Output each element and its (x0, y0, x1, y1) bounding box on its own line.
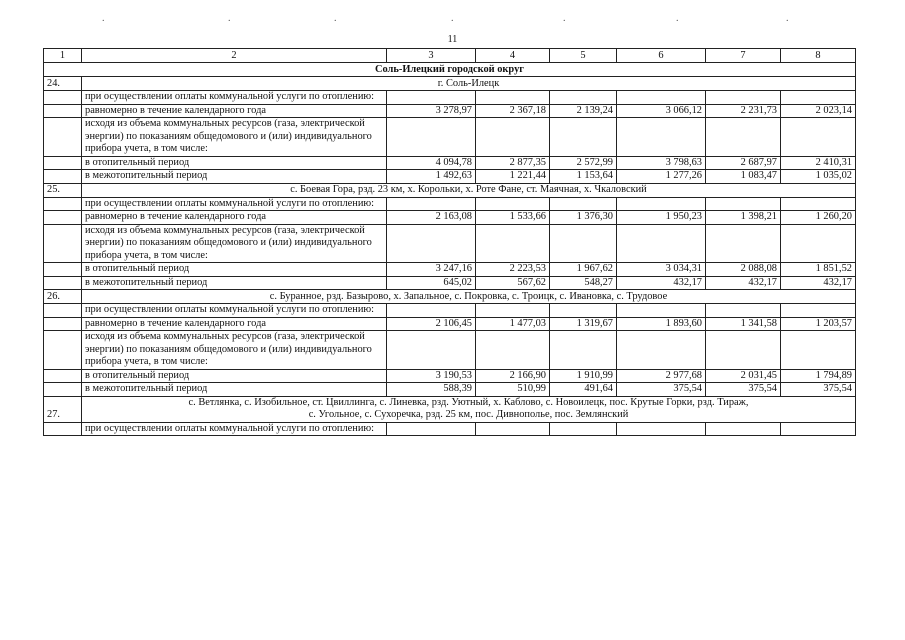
scan-dot: . (676, 13, 679, 24)
tariff-value: 3 278,97 (387, 104, 476, 118)
location-line: с. Ветлянка, с. Изобильное, ст. Цвиллинга, с. Линевка, рзд. Уютный, х. Каблово, с. Новоилецк, пос. Крутые Горки, рзд. Тираж, (188, 396, 749, 408)
tariff-value (781, 118, 856, 157)
tariff-value (781, 91, 856, 105)
tariff-value: 375,54 (706, 383, 781, 397)
tariff-value (476, 331, 550, 370)
empty-number-cell (44, 276, 82, 290)
header-cell: 3 (387, 49, 476, 63)
tariff-value (781, 331, 856, 370)
tariff-value (476, 91, 550, 105)
location-name (82, 396, 856, 422)
tariff-value (617, 197, 706, 211)
tariff-value (550, 118, 617, 157)
location-name (82, 77, 856, 91)
row-description: в межотопительный период (82, 383, 387, 397)
tariff-value (706, 91, 781, 105)
row-description: при осуществлении оплаты коммунальной услуги по отоплению: (82, 304, 387, 318)
tariff-value: 3 190,53 (387, 369, 476, 383)
tariff-value: 3 798,63 (617, 156, 706, 170)
tariff-value (706, 422, 781, 436)
tariff-value (706, 304, 781, 318)
tariff-value (476, 304, 550, 318)
table-row (44, 331, 856, 370)
tariff-value: 1 477,03 (476, 317, 550, 331)
tariff-value: 645,02 (387, 276, 476, 290)
tariff-value: 1 035,02 (781, 170, 856, 184)
tariff-value: 491,64 (550, 383, 617, 397)
tariff-value: 1 967,62 (550, 263, 617, 277)
tariff-value (617, 304, 706, 318)
table-row (44, 276, 856, 290)
location-line: с. Угольное, с. Сухоречка, рзд. 25 км, пос. Дивнополье, пос. Землянский (308, 409, 629, 420)
empty-number-cell (44, 170, 82, 184)
tariff-value: 3 034,31 (617, 263, 706, 277)
tariff-value: 2 163,08 (387, 211, 476, 225)
location-line: г. Соль-Илецк (437, 77, 500, 89)
row-description: при осуществлении оплаты коммунальной услуги по отоплению: (82, 91, 387, 105)
tariff-value: 1 950,23 (617, 211, 706, 225)
empty-number-cell (44, 156, 82, 170)
tariff-value: 3 247,16 (387, 263, 476, 277)
tariff-value (387, 91, 476, 105)
table-row (44, 197, 856, 211)
empty-number-cell (44, 263, 82, 277)
row-description: исходя из объема коммунальных ресурсов (газа, электрической энергии) по показаниям общедомового и (или) индивидуального прибора учета, в том числе: (82, 118, 387, 157)
tariff-value (617, 422, 706, 436)
location-line: с. Буранное, рзд. Базырово, х. Запальное, с. Покровка, с. Троицк, с. Ивановка, с. Трудовое (269, 290, 668, 302)
row-description: исходя из объема коммунальных ресурсов (газа, электрической энергии) по показаниям общедомового и (или) индивидуального прибора учета, в том числе: (82, 224, 387, 263)
scan-dot: . (334, 13, 337, 24)
tariff-value (617, 118, 706, 157)
tariff-value (550, 331, 617, 370)
tariff-value: 2 231,73 (706, 104, 781, 118)
tariff-value: 2 977,68 (617, 369, 706, 383)
tariff-value (387, 304, 476, 318)
tariff-value: 2 106,45 (387, 317, 476, 331)
tariff-value: 1 319,67 (550, 317, 617, 331)
tariff-value (550, 422, 617, 436)
tariff-value: 588,39 (387, 383, 476, 397)
empty-number-cell (44, 369, 82, 383)
header-cell: 2 (82, 49, 387, 63)
tariff-value: 567,62 (476, 276, 550, 290)
location-name (82, 290, 856, 304)
tariff-value: 2 687,97 (706, 156, 781, 170)
empty-number-cell (44, 211, 82, 225)
tariff-value (476, 422, 550, 436)
tariff-table (43, 48, 856, 436)
tariff-value (387, 224, 476, 263)
table-row (44, 263, 856, 277)
tariff-value: 2 139,24 (550, 104, 617, 118)
tariff-value (617, 224, 706, 263)
table-row (44, 383, 856, 397)
section-number: 26. (44, 290, 82, 304)
tariff-value (781, 304, 856, 318)
row-description: в межотопительный период (82, 276, 387, 290)
table-body (44, 49, 856, 436)
table-row (44, 91, 856, 105)
tariff-value (617, 331, 706, 370)
scan-dot: . (228, 13, 231, 24)
table-row (44, 156, 856, 170)
tariff-value: 2 088,08 (706, 263, 781, 277)
row-description: равномерно в течение календарного года (82, 317, 387, 331)
tariff-value (476, 224, 550, 263)
tariff-value (781, 422, 856, 436)
location-row (44, 396, 856, 422)
empty-number-cell (44, 118, 82, 157)
tariff-value: 2 166,90 (476, 369, 550, 383)
tariff-value: 2 410,31 (781, 156, 856, 170)
tariff-value: 375,54 (781, 383, 856, 397)
row-description: исходя из объема коммунальных ресурсов (газа, электрической энергии) по показаниям общедомового и (или) индивидуального прибора учета, в том числе: (82, 331, 387, 370)
tariff-value: 4 094,78 (387, 156, 476, 170)
tariff-value (781, 224, 856, 263)
tariff-value: 2 572,99 (550, 156, 617, 170)
table-row (44, 224, 856, 263)
empty-number-cell (44, 317, 82, 331)
tariff-value (706, 118, 781, 157)
section-number: 25. (44, 183, 82, 197)
tariff-value: 2 367,18 (476, 104, 550, 118)
tariff-value (387, 331, 476, 370)
tariff-value: 2 223,53 (476, 263, 550, 277)
empty-number-cell (44, 197, 82, 211)
row-description: при осуществлении оплаты коммунальной услуги по отоплению: (82, 197, 387, 211)
row-description: при осуществлении оплаты коммунальной услуги по отоплению: (82, 422, 387, 436)
tariff-value (617, 91, 706, 105)
tariff-value: 1 492,63 (387, 170, 476, 184)
page-number: 11 (447, 34, 458, 45)
tariff-value: 1 221,44 (476, 170, 550, 184)
tariff-value: 432,17 (781, 276, 856, 290)
tariff-value (387, 197, 476, 211)
section-number: 27. (44, 396, 82, 422)
tariff-value: 2 877,35 (476, 156, 550, 170)
row-description: в межотопительный период (82, 170, 387, 184)
tariff-value (781, 197, 856, 211)
tariff-value: 1 533,66 (476, 211, 550, 225)
table-row (44, 104, 856, 118)
tariff-value: 1 794,89 (781, 369, 856, 383)
row-description: в отопительный период (82, 263, 387, 277)
section-number: 24. (44, 77, 82, 91)
header-cell: 5 (550, 49, 617, 63)
tariff-value: 1 851,52 (781, 263, 856, 277)
tariff-value (550, 304, 617, 318)
tariff-value: 1 341,58 (706, 317, 781, 331)
tariff-value (706, 224, 781, 263)
location-row (44, 183, 856, 197)
tariff-value: 2 031,45 (706, 369, 781, 383)
scan-dot: . (563, 13, 566, 24)
empty-number-cell (44, 104, 82, 118)
location-row (44, 77, 856, 91)
tariff-value: 375,54 (617, 383, 706, 397)
row-description: равномерно в течение календарного года (82, 211, 387, 225)
header-cell: 4 (476, 49, 550, 63)
table-row (44, 317, 856, 331)
empty-number-cell (44, 224, 82, 263)
header-cell: 7 (706, 49, 781, 63)
tariff-value (706, 197, 781, 211)
tariff-value (387, 422, 476, 436)
empty-number-cell (44, 383, 82, 397)
tariff-value: 1 260,20 (781, 211, 856, 225)
tariff-value: 1 153,64 (550, 170, 617, 184)
tariff-value: 3 066,12 (617, 104, 706, 118)
tariff-value: 1 203,57 (781, 317, 856, 331)
header-cell: 1 (44, 49, 82, 63)
tariff-value (476, 118, 550, 157)
header-cell: 8 (781, 49, 856, 63)
location-row (44, 290, 856, 304)
tariff-value (550, 91, 617, 105)
scan-dot: . (102, 13, 105, 24)
scan-dot: . (451, 13, 454, 24)
location-line: с. Боевая Гора, рзд. 23 км, х. Корольки, х. Роте Фане, ст. Маячная, х. Чкаловский (290, 184, 647, 195)
okrug-title: Соль-Илецкий городской округ (44, 63, 856, 77)
tariff-value: 548,27 (550, 276, 617, 290)
tariff-value: 432,17 (706, 276, 781, 290)
table-row (44, 304, 856, 318)
empty-number-cell (44, 331, 82, 370)
tariff-value: 1 277,26 (617, 170, 706, 184)
tariff-value: 1 398,21 (706, 211, 781, 225)
tariff-value: 1 083,47 (706, 170, 781, 184)
row-description: в отопительный период (82, 156, 387, 170)
tariff-value: 432,17 (617, 276, 706, 290)
table-row (44, 422, 856, 436)
empty-number-cell (44, 304, 82, 318)
table-row (44, 118, 856, 157)
scan-dot: . (786, 13, 789, 24)
row-description: равномерно в течение календарного года (82, 104, 387, 118)
okrug-row (44, 63, 856, 77)
header-cell: 6 (617, 49, 706, 63)
tariff-value (550, 224, 617, 263)
tariff-value: 1 376,30 (550, 211, 617, 225)
tariff-value (476, 197, 550, 211)
row-description: в отопительный период (82, 369, 387, 383)
empty-number-cell (44, 91, 82, 105)
tariff-value: 1 910,99 (550, 369, 617, 383)
table-row (44, 211, 856, 225)
location-name (82, 183, 856, 197)
table-row (44, 369, 856, 383)
tariff-value (706, 331, 781, 370)
tariff-value: 1 893,60 (617, 317, 706, 331)
tariff-value (387, 118, 476, 157)
tariff-value: 510,99 (476, 383, 550, 397)
header-row (44, 49, 856, 63)
empty-number-cell (44, 422, 82, 436)
table-row (44, 170, 856, 184)
tariff-value: 2 023,14 (781, 104, 856, 118)
tariff-value (550, 197, 617, 211)
